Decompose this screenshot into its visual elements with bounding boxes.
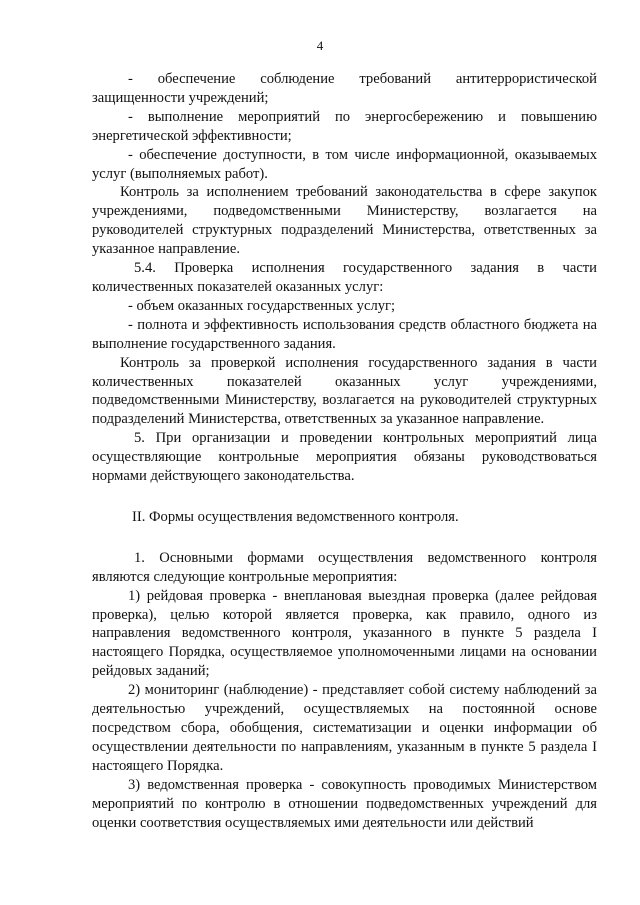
paragraph-departmental-inspection: 3) ведомственная проверка - совокупность проводимых Министерством мероприятий по контролю в отношении подведомственных учреждений для оценки соответствия осуществляемых ими деятельности или действий <box>92 776 597 831</box>
list-item-accessibility: - обеспечение доступности, в том числе информационной, оказываемых услуг (выполняемых работ). <box>92 146 597 182</box>
section-title: II. Формы осуществления ведомственного контроля. <box>132 508 459 525</box>
list-item-energy: - выполнение мероприятий по энергосбережению и повышению энергетической эффективности; <box>92 108 597 144</box>
paragraph-procurement-control: Контроль за исполнением требований законодательства в сфере закупок учреждениями, подведомственными Министерству, возлагается на руководителей структурных подразделений Министерства, ответственных за указанное направление. <box>92 184 597 258</box>
paragraph-5-4: 5.4. Проверка исполнения государственного задания в части количественных показателей оказанных услуг: <box>92 260 597 295</box>
page-number: 4 <box>316 38 324 53</box>
list-item-volume: - объем оказанных государственных услуг; <box>128 297 396 314</box>
paragraph-forms-intro: 1. Основными формами осуществления ведомственного контроля являются следующие контрольные мероприятия: <box>92 549 597 585</box>
paragraph-5: 5. При организации и проведении контрольных мероприятий лица осуществляющие контрольные мероприятия обязаны руководствоваться нормами действующего законодательства. <box>92 430 597 485</box>
paragraph-raid-inspection: 1) рейдовая проверка - внеплановая выездная проверка (далее рейдовая проверка), целью которой является проверка, как правило, одного из направления ведомственного контроля, указанного в пункте 5 раздела I настоящего Порядка, осуществляемое уполномоченными лицами на основании рейдовых заданий; <box>92 587 597 680</box>
list-item-efficiency: - полнота и эффективность использования средств областного бюджета на выполнение государственного задания. <box>92 316 597 352</box>
list-item-antiterror: - обеспечение соблюдение требований антитеррористической защищенности учреждений; <box>92 71 597 106</box>
document-body <box>92 70 597 832</box>
paragraph-task-control: Контроль за проверкой исполнения государственного задания в части количественных показателей оказанных услуг учреждениями, подведомственными Министерству, возлагается на руководителей структурных подразделений Министерства, ответственных за указанное направление. <box>92 354 597 428</box>
paragraph-monitoring: 2) мониторинг (наблюдение) - представляет собой систему наблюдений за деятельностью учреждений, осуществляемых на постоянной основе посредством сбора, обобщения, систематизации и оценки информации об осуществлении деятельности по направлениям, указанным в пункте 5 раздела I настоящего Порядка. <box>92 682 597 774</box>
